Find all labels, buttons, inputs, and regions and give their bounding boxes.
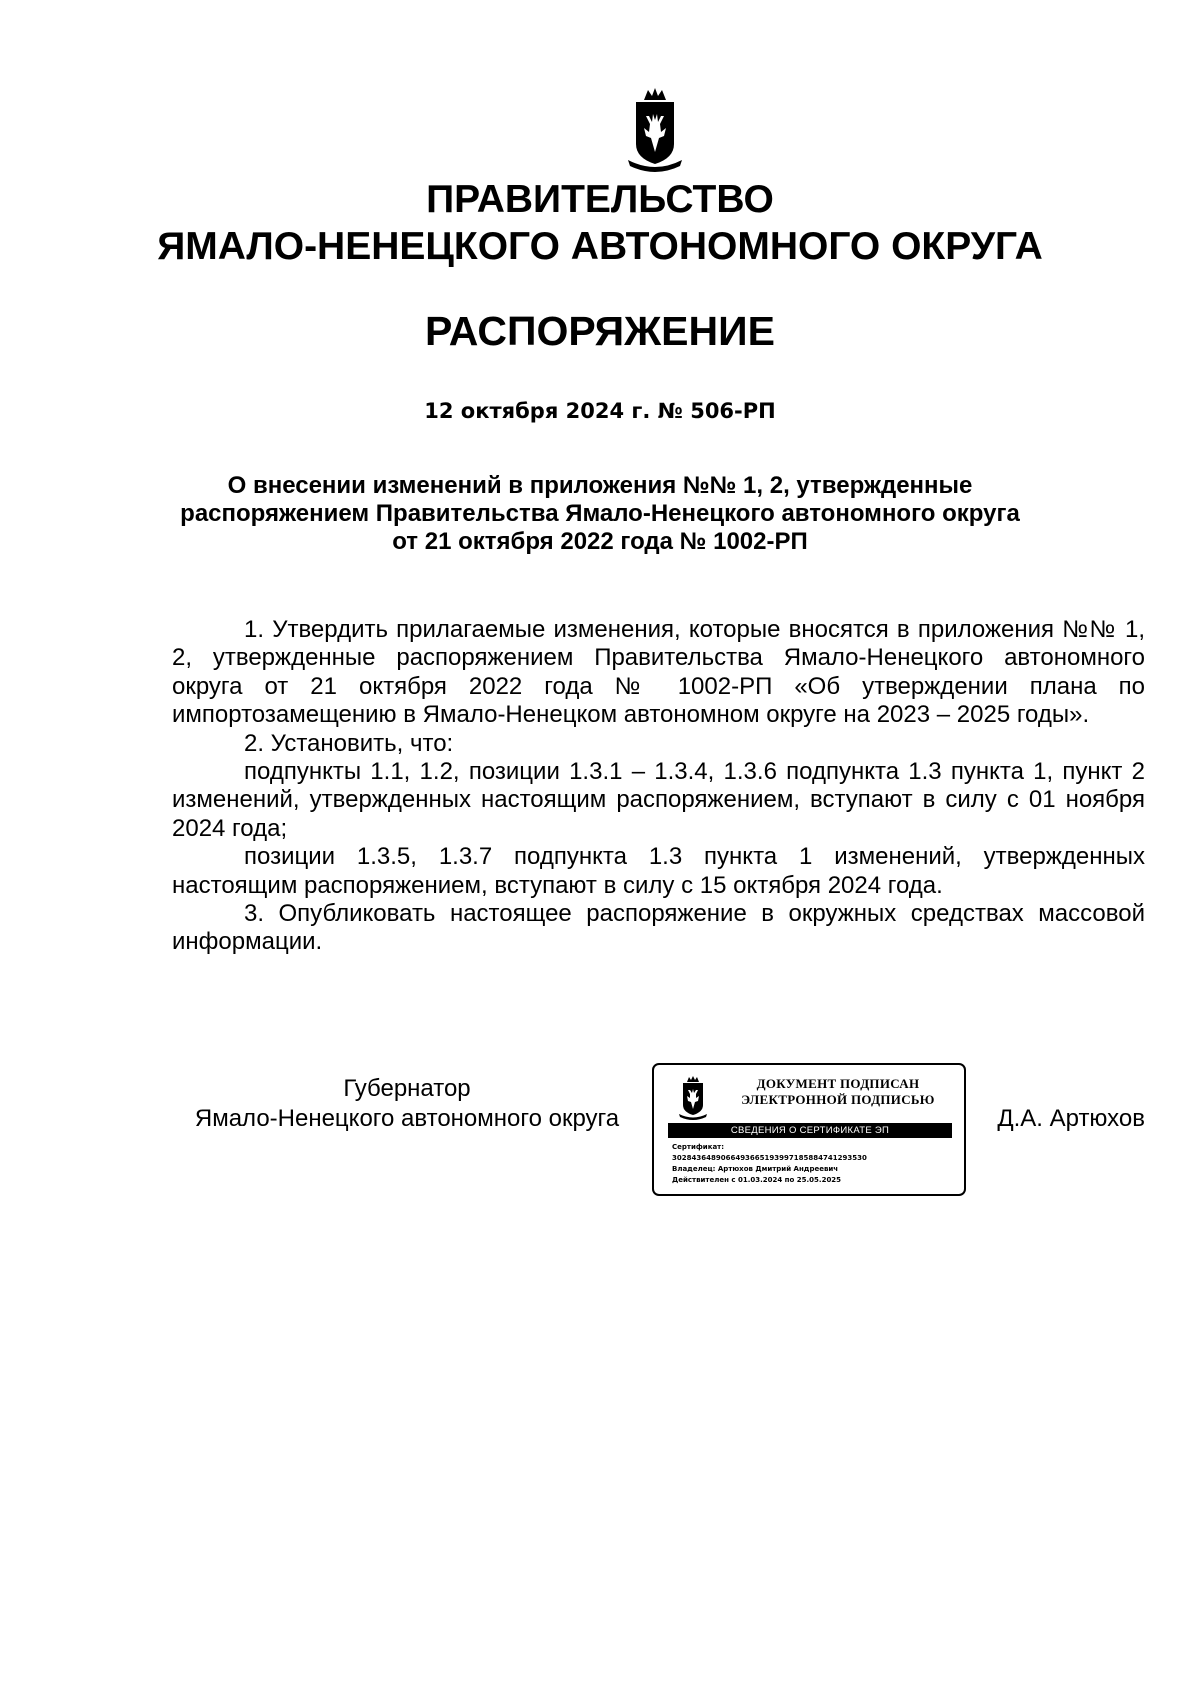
signatory-position: [172, 1074, 642, 1134]
paragraph-1: 1. Утвердить прилагаемые изменения, которые вносятся в приложения №№ 1, 2, утвержденные распоряжением Правительства Ямало-Ненецкого автономного округа от 21 октября 2022 года № 1002-РП «Об утверждении плана по импортозамещению в Ямало-Ненецком автономном округе на 2023 – 2025 годы».: [172, 616, 1145, 729]
paragraph-4: позиции 1.3.5, 1.3.7 подпункта 1.3 пункта 1 изменений, утвержденных настоящим распоряжением, вступают в силу с 15 октября 2024 года.: [172, 843, 1145, 899]
electronic-signature-stamp: [652, 1063, 966, 1196]
date-number: 12 октября 2024 г. № 506-РП: [424, 399, 776, 423]
cert-label: Сертификат:: [672, 1143, 725, 1151]
title-line-1: О внесении изменений в приложения №№ 1, 2, утвержденные: [227, 472, 973, 499]
paragraph-2: 2. Установить, что:: [244, 729, 454, 757]
org-line-2: ЯМАЛО-НЕНЕЦКОГО АВТОНОМНОГО ОКРУГА: [157, 225, 1043, 268]
paragraph-3: подпункты 1.1, 1.2, позиции 1.3.1 – 1.3.4, 1.3.6 подпункта 1.3 пункта 1, пункт 2 изменений, утвержденных настоящим распоряжением, вступают в силу с 01 ноября 2024 года;: [172, 758, 1145, 842]
signatory-name: Д.А. Артюхов: [997, 1105, 1145, 1132]
stamp-heading-line-2: ЭЛЕКТРОННОЙ ПОДПИСЬЮ: [741, 1092, 935, 1107]
cert-validity: Действителен с 01.03.2024 по 25.05.2025: [672, 1176, 842, 1184]
document-type: РАСПОРЯЖЕНИЕ: [425, 308, 775, 354]
organization-name: [150, 176, 1050, 270]
coat-of-arms-emblem-icon: [622, 86, 688, 172]
document-title: [150, 472, 1050, 556]
title-line-3: от 21 октября 2022 года № 1002-РП: [392, 528, 808, 555]
title-line-2: распоряжением Правительства Ямало-Ненецкого автономного округа: [180, 500, 1020, 527]
document-body: [172, 616, 1145, 957]
position-line-2: Ямало-Ненецкого автономного округа: [194, 1105, 620, 1132]
cert-number: 3028436489066493665193997185884741293530: [672, 1154, 867, 1162]
stamp-heading: [718, 1076, 958, 1108]
position-line-1: Губернатор: [343, 1075, 471, 1102]
stamp-certificate-info: [672, 1142, 958, 1186]
stamp-heading-line-1: ДОКУМЕНТ ПОДПИСАН: [756, 1076, 920, 1091]
stamp-certificate-bar: СВЕДЕНИЯ О СЕРТИФИКАТЕ ЭП: [668, 1123, 952, 1138]
cert-owner: Владелец: Артюхов Дмитрий Андреевич: [672, 1165, 839, 1173]
paragraph-5: 3. Опубликовать настоящее распоряжение в окружных средствах массовой информации.: [172, 900, 1145, 956]
org-line-1: ПРАВИТЕЛЬСТВО: [426, 178, 774, 221]
stamp-emblem-icon: [676, 1075, 710, 1121]
